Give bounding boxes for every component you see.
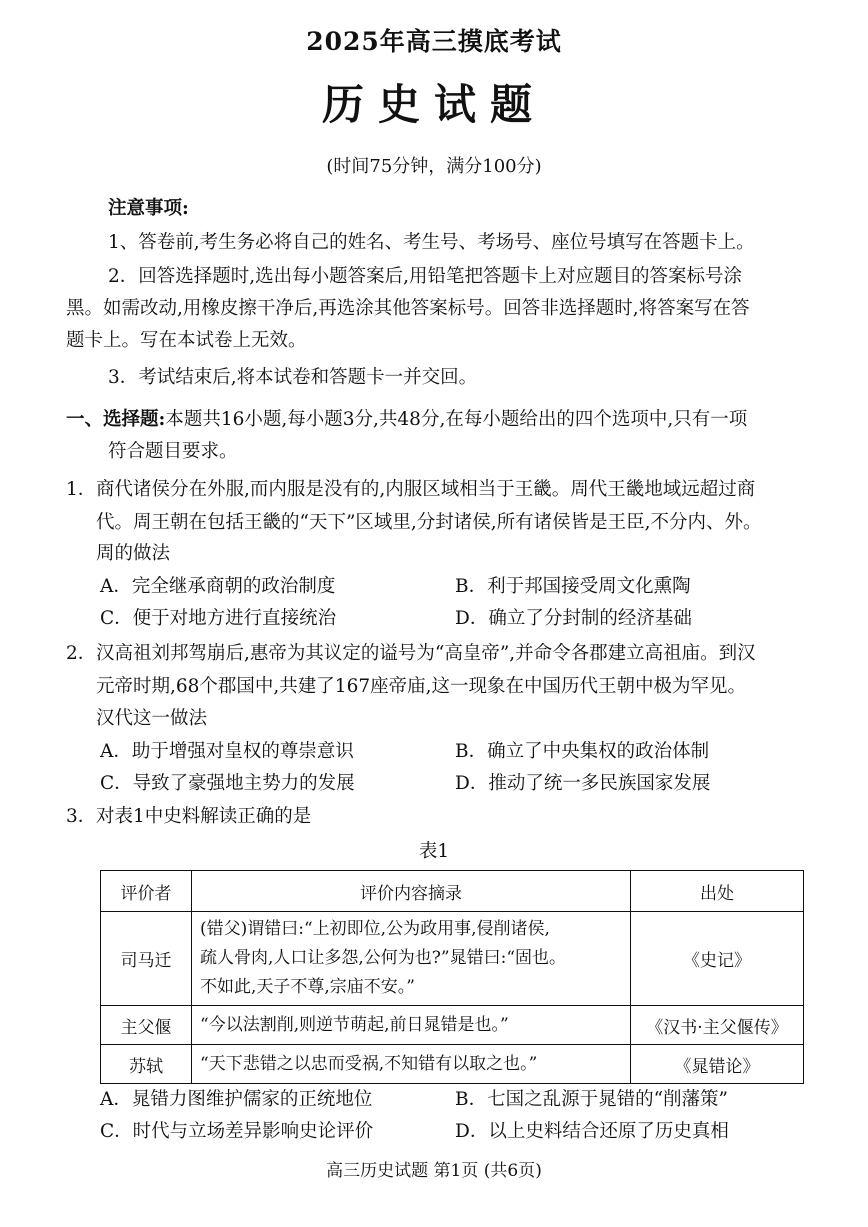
notes-title: 注意事项: — [108, 198, 189, 219]
question-3-option-a[interactable]: A．晁错力图维护儒家的正统地位 — [100, 1089, 373, 1110]
table-cell-source: 《晁错论》 — [631, 1045, 804, 1084]
question-2-option-c[interactable]: C．导致了豪强地主势力的发展 — [100, 773, 355, 794]
question-2-option-a[interactable]: A．助于增强对皇权的尊崇意识 — [100, 741, 354, 762]
question-1-option-b[interactable]: B．利于邦国接受周文化熏陶 — [455, 576, 691, 597]
table-cell-evaluator: 司马迁 — [101, 912, 192, 1006]
question-2-number: 2． — [66, 643, 97, 664]
table-cell-content: “今以法割削,则逆节萌起,前日晁错是也。” — [192, 1006, 631, 1045]
table-header-row — [101, 871, 804, 912]
content-line: 不如此,天子不尊,宗庙不安。” — [200, 977, 415, 997]
table-row — [101, 912, 804, 1006]
exam-title: 2025年高三摸底考试 — [306, 27, 562, 56]
table-header-evaluator: 评价者 — [101, 871, 192, 912]
table-cell-evaluator: 主父偃 — [101, 1006, 192, 1045]
table-cell-evaluator: 苏轼 — [101, 1045, 192, 1084]
table-row — [101, 1006, 804, 1045]
question-2-option-d[interactable]: D．推动了统一多民族国家发展 — [455, 773, 711, 794]
subject-title: 历史试题 — [321, 80, 546, 129]
source-table — [100, 870, 804, 1084]
section-1-text-2: 符合题目要求。 — [108, 441, 238, 462]
page-footer: 高三历史试题 第1页 (共6页) — [326, 1161, 542, 1181]
note-3: 3．考试结束后,将本试卷和答题卡一并交回。 — [108, 367, 478, 388]
table-cell-source: 《汉书·主父偃传》 — [631, 1006, 804, 1045]
question-3-stem: 对表1中史料解读正确的是 — [96, 806, 312, 827]
content-line: 疏人骨肉,人口让多怨,公何为也?”晁错曰:“固也。 — [200, 948, 567, 968]
content-line: (错父)谓错曰:“上初即位,公为政用事,侵削诸侯, — [200, 919, 550, 939]
time-info: (时间75分钟，满分100分) — [326, 156, 542, 177]
table-caption: 表1 — [418, 841, 450, 862]
table-cell-content — [192, 912, 631, 1006]
question-3-option-b[interactable]: B．七国之乱源于晁错的“削藩策” — [455, 1089, 729, 1110]
question-1-number: 1． — [66, 479, 97, 500]
note-2-line-1: 2．回答选择题时,选出每小题答案后,用铅笔把答题卡上对应题目的答案标号涂 — [108, 266, 743, 287]
question-1-option-d[interactable]: D．确立了分封制的经济基础 — [455, 608, 692, 629]
table-cell-source: 《史记》 — [631, 912, 804, 1006]
table-header-content: 评价内容摘录 — [192, 871, 631, 912]
question-3-option-c[interactable]: C．时代与立场差异影响史论评价 — [100, 1121, 374, 1142]
table-row — [101, 1045, 804, 1084]
note-2-line-3: 题卡上。写在本试卷上无效。 — [66, 330, 307, 351]
table-header-source: 出处 — [631, 871, 804, 912]
note-2-line-2: 黑。如需改动,用橡皮擦干净后,再选涂其他答案标号。回答非选择题时,将答案写在答 — [66, 298, 750, 319]
question-1-option-a[interactable]: A．完全继承商朝的政治制度 — [100, 576, 336, 597]
question-3-option-d[interactable]: D．以上史料结合还原了历史真相 — [455, 1121, 729, 1142]
question-3-number: 3． — [66, 806, 97, 827]
section-1-text: 本题共16小题,每小题3分,共48分,在每小题给出的四个选项中,只有一项 — [165, 409, 748, 430]
question-2-stem-line-3: 汉代这一做法 — [96, 708, 208, 729]
question-1-option-c[interactable]: C．便于对地方进行直接统治 — [100, 608, 337, 629]
question-2-stem-line-2: 元帝时期,68个郡国中,共建了167座帝庙,这一现象在中国历代王朝中极为罕见。 — [96, 676, 746, 697]
table-cell-content: “天下悲错之以忠而受祸,不知错有以取之也。” — [192, 1045, 631, 1084]
note-1: 1、答卷前,考生务必将自己的姓名、考生号、考场号、座位号填写在答题卡上。 — [108, 232, 755, 253]
question-1-stem-line-2: 代。周王朝在包括王畿的“天下”区域里,分封诸侯,所有诸侯皆是王臣,不分内、外。 — [96, 512, 762, 533]
question-2-stem-line-1: 汉高祖刘邦驾崩后,惠帝为其议定的谥号为“高皇帝”,并命令各郡建立高祖庙。到汉 — [96, 643, 756, 664]
question-2-option-b[interactable]: B．确立了中央集权的政治体制 — [455, 741, 710, 762]
section-1-heading: 一、选择题: — [66, 409, 166, 430]
question-1-stem-line-3: 周的做法 — [96, 543, 171, 564]
section-1-intro — [66, 408, 747, 432]
question-1-stem-line-1: 商代诸侯分在外服,而内服是没有的,内服区域相当于王畿。周代王畿地域远超过商 — [96, 479, 756, 500]
